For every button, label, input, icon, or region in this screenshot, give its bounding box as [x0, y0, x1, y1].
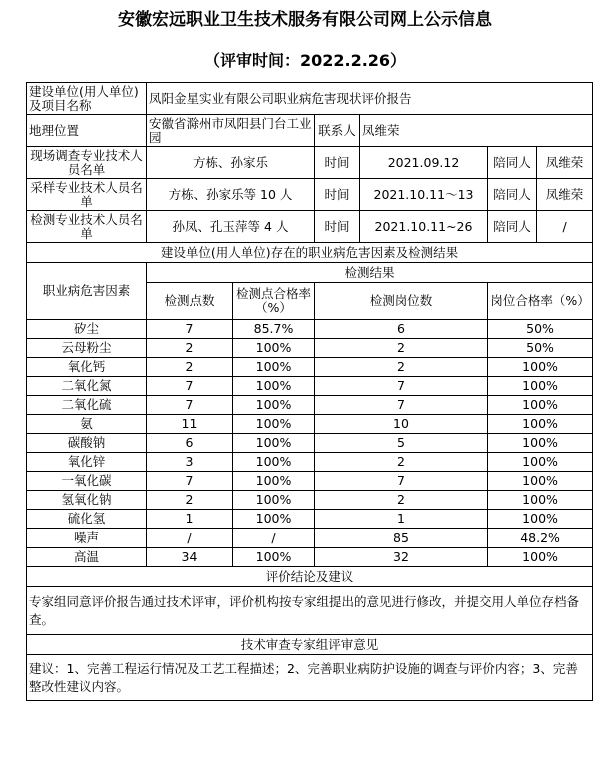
hazard-name: 噪声 [27, 529, 147, 548]
posts-rate: 48.2% [488, 529, 593, 548]
hazard-name: 云母粉尘 [27, 339, 147, 358]
testing-accomp-label: 陪同人 [488, 211, 537, 243]
table-row [27, 358, 593, 377]
testing-time-label: 时间 [315, 211, 360, 243]
hazard-name: 氨 [27, 415, 147, 434]
table-row [27, 548, 593, 567]
points-count: 7 [147, 377, 233, 396]
survey-accomp: 凤维荣 [537, 147, 593, 179]
posts-rate: 100% [488, 510, 593, 529]
points-count: 2 [147, 358, 233, 377]
sampling-time-label: 时间 [315, 179, 360, 211]
points-count: 7 [147, 472, 233, 491]
posts-count: 85 [315, 529, 488, 548]
points-rate: 100% [233, 415, 315, 434]
points-rate: 100% [233, 396, 315, 415]
table-row [27, 339, 593, 358]
posts-rate: 100% [488, 434, 593, 453]
page-title: 安徽宏远职业卫生技术服务有限公司网上公示信息 [118, 10, 492, 30]
testing-names: 孙凤、孔玉萍等 4 人 [147, 211, 315, 243]
posts-count: 2 [315, 358, 488, 377]
points-rate: 100% [233, 434, 315, 453]
results-header: 检测结果 [147, 263, 593, 283]
col-posts: 检测岗位数 [315, 283, 488, 320]
points-rate: 100% [233, 453, 315, 472]
posts-rate: 100% [488, 415, 593, 434]
points-count: 3 [147, 453, 233, 472]
hazard-name: 碳酸钠 [27, 434, 147, 453]
points-count: 2 [147, 491, 233, 510]
posts-count: 6 [315, 320, 488, 339]
points-rate: 100% [233, 358, 315, 377]
hazard-name: 二氧化硫 [27, 396, 147, 415]
survey-accomp-label: 陪同人 [488, 147, 537, 179]
contact-label: 联系人 [315, 115, 360, 147]
points-count: 34 [147, 548, 233, 567]
points-count: 7 [147, 396, 233, 415]
points-rate: 100% [233, 472, 315, 491]
hazard-name: 硫化氢 [27, 510, 147, 529]
points-rate: 100% [233, 548, 315, 567]
posts-count: 2 [315, 339, 488, 358]
table-row [27, 434, 593, 453]
table-row [27, 396, 593, 415]
points-count: 7 [147, 320, 233, 339]
posts-count: 1 [315, 510, 488, 529]
table-row [27, 415, 593, 434]
conclusion-text-row [27, 587, 593, 635]
posts-count: 5 [315, 434, 488, 453]
contact-value: 凤维荣 [360, 115, 593, 147]
factor-header: 职业病危害因素 [27, 263, 147, 320]
table-row [27, 453, 593, 472]
table-row [27, 472, 593, 491]
col-points: 检测点数 [147, 283, 233, 320]
disclosure-table [26, 82, 593, 701]
testing-label: 检测专业技术人员名单 [27, 211, 147, 243]
unit-label: 建设单位(用人单位)及项目名称 [27, 83, 147, 115]
review-text: 建议：1、完善工程运行情况及工艺工程描述；2、完善职业病防护设施的调查与评价内容；3、完善整改性建议内容。 [27, 655, 593, 701]
sampling-row [27, 179, 593, 211]
review-title: 技术审查专家组评审意见 [27, 635, 593, 655]
conclusion-text: 专家组同意评价报告通过技术评审，评价机构按专家组提出的意见进行修改，并提交用人单位存档备查。 [27, 587, 593, 635]
location-row [27, 115, 593, 147]
points-rate: 100% [233, 510, 315, 529]
location-label: 地理位置 [27, 115, 147, 147]
hazard-name: 氧化钙 [27, 358, 147, 377]
review-title-row [27, 635, 593, 655]
points-count: 1 [147, 510, 233, 529]
sampling-names: 方栋、孙家乐等 10 人 [147, 179, 315, 211]
posts-count: 7 [315, 472, 488, 491]
posts-count: 2 [315, 453, 488, 472]
location-value: 安徽省滁州市凤阳县门台工业园 [147, 115, 315, 147]
points-rate: 100% [233, 339, 315, 358]
points-rate: 85.7% [233, 320, 315, 339]
survey-row [27, 147, 593, 179]
conclusion-title: 评价结论及建议 [27, 567, 593, 587]
testing-accomp: / [537, 211, 593, 243]
points-count: 6 [147, 434, 233, 453]
posts-rate: 100% [488, 377, 593, 396]
sampling-time: 2021.10.11～13 [360, 179, 488, 211]
posts-rate: 100% [488, 453, 593, 472]
points-rate: 100% [233, 377, 315, 396]
hazard-name: 矽尘 [27, 320, 147, 339]
posts-count: 7 [315, 377, 488, 396]
survey-label: 现场调查专业技术人员名单 [27, 147, 147, 179]
posts-count: 32 [315, 548, 488, 567]
table-row [27, 491, 593, 510]
hazard-name: 二氧化氮 [27, 377, 147, 396]
survey-time: 2021.09.12 [360, 147, 488, 179]
posts-rate: 50% [488, 339, 593, 358]
posts-rate: 100% [488, 472, 593, 491]
testing-time: 2021.10.11~26 [360, 211, 488, 243]
hazard-rows [27, 320, 593, 567]
posts-rate: 100% [488, 491, 593, 510]
hazard-name: 氧化锌 [27, 453, 147, 472]
points-rate: / [233, 529, 315, 548]
posts-rate: 100% [488, 358, 593, 377]
posts-count: 7 [315, 396, 488, 415]
col-points-rate: 检测点合格率（%） [233, 283, 315, 320]
table-row [27, 320, 593, 339]
hazards-section-row [27, 243, 593, 263]
posts-rate: 100% [488, 548, 593, 567]
review-text-row [27, 655, 593, 701]
survey-names: 方栋、孙家乐 [147, 147, 315, 179]
hazards-header-row [27, 263, 593, 283]
posts-count: 10 [315, 415, 488, 434]
posts-count: 2 [315, 491, 488, 510]
table-row [27, 377, 593, 396]
hazards-section-title: 建设单位(用人单位)存在的职业病危害因素及检测结果 [27, 243, 593, 263]
conclusion-title-row [27, 567, 593, 587]
unit-value: 凤阳金星实业有限公司职业病危害现状评价报告 [147, 83, 593, 115]
col-posts-rate: 岗位合格率（%） [488, 283, 593, 320]
points-count: 11 [147, 415, 233, 434]
table-row [27, 510, 593, 529]
sampling-label: 采样专业技术人员名单 [27, 179, 147, 211]
hazard-name: 氢氧化钠 [27, 491, 147, 510]
posts-rate: 100% [488, 396, 593, 415]
table-row [27, 529, 593, 548]
hazard-name: 高温 [27, 548, 147, 567]
survey-time-label: 时间 [315, 147, 360, 179]
points-rate: 100% [233, 491, 315, 510]
hazard-name: 一氧化碳 [27, 472, 147, 491]
sampling-accomp-label: 陪同人 [488, 179, 537, 211]
posts-rate: 50% [488, 320, 593, 339]
review-date: （评审时间：2022.2.26） [203, 51, 407, 70]
testing-row [27, 211, 593, 243]
points-count: 2 [147, 339, 233, 358]
points-count: / [147, 529, 233, 548]
unit-row [27, 83, 593, 115]
sampling-accomp: 凤维荣 [537, 179, 593, 211]
